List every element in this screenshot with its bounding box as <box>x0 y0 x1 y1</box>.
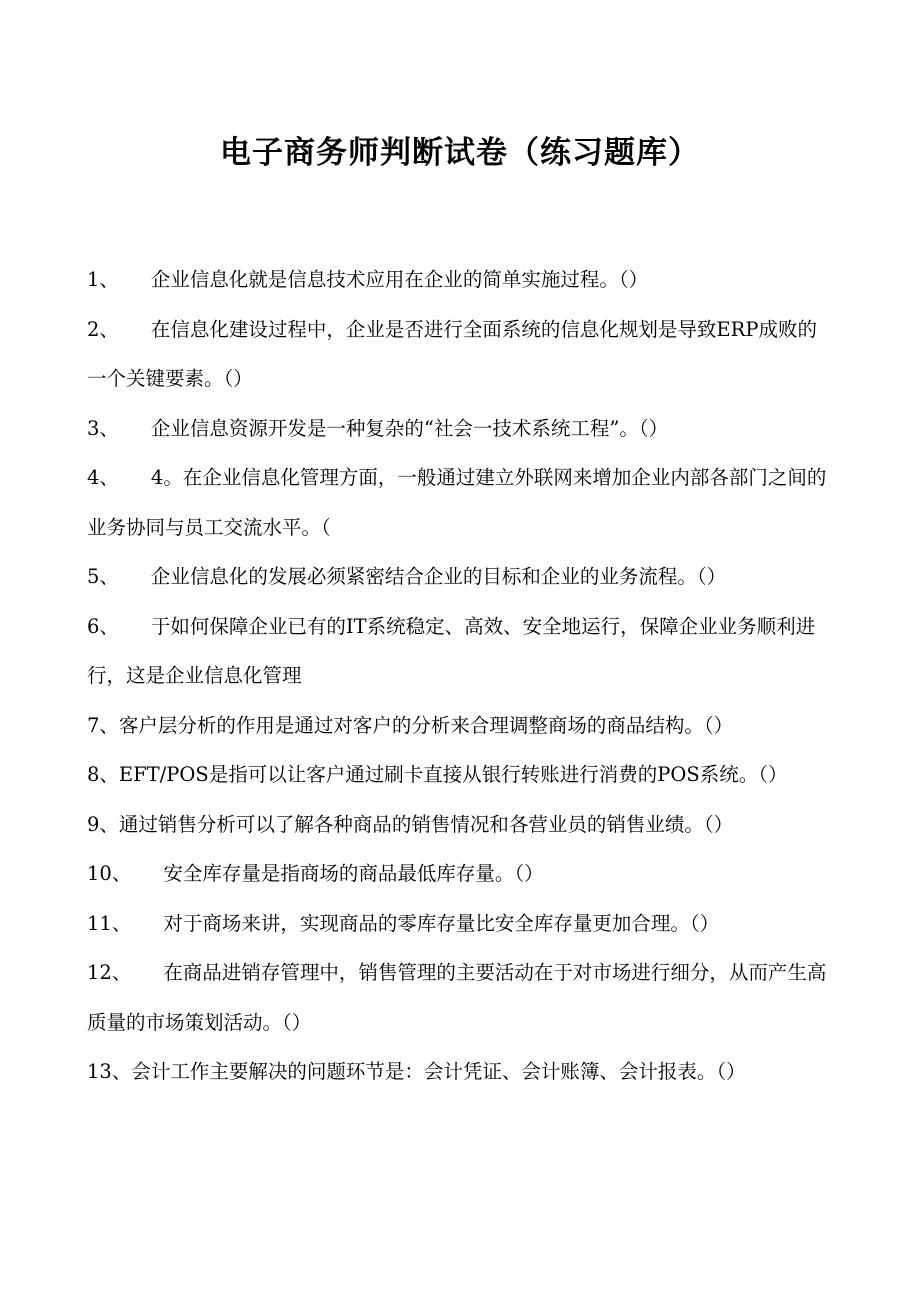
question-item <box>87 305 827 404</box>
page-title: 电子商务师判断试卷（练习题库） <box>220 135 700 171</box>
question-item <box>87 750 827 800</box>
question-item <box>87 948 827 1047</box>
question-number: 4、 <box>87 466 119 489</box>
question-item <box>87 453 827 552</box>
question-text: 企业信息化的发展必须紧密结合企业的目标和企业的业务流程。（） <box>150 565 727 588</box>
question-text: 通过销售分析可以了解各种商品的销售情况和各营业员的销售业绩。（） <box>118 812 734 836</box>
question-number: 13、 <box>87 1060 132 1083</box>
question-number: 5、 <box>87 565 119 588</box>
question-text: 对于商场来讲，实现商品的零库存量比安全库存量更加合理。（） <box>163 911 720 935</box>
question-item <box>87 1047 827 1097</box>
question-item <box>87 899 827 949</box>
question-item <box>87 255 827 305</box>
question-text: 4。在企业信息化管理方面，一般通过建立外联网来增加企业内部各部门之间的业务协同与员工交流水平。（ <box>87 466 827 539</box>
question-text: 在信息化建设过程中，企业是否进行全面系统的信息化规划是导致ERP成败的一个关键要素。（） <box>87 317 817 390</box>
question-number: 8、 <box>87 763 119 786</box>
question-text: EFT/POS是指可以让客户通过刷卡直接从银行转账进行消费的POS系统。（） <box>118 763 788 786</box>
question-text: 客户层分析的作用是通过对客户的分析来合理调整商场的商品结构。（） <box>118 713 734 737</box>
question-number: 2、 <box>87 317 119 341</box>
question-number: 3、 <box>87 416 119 440</box>
question-text: 安全库存量是指商场的商品最低库存量。（） <box>163 862 544 885</box>
question-number: 9、 <box>87 812 119 836</box>
question-text: 企业信息资源开发是一种复杂的“社会一技术系统工程”。（） <box>150 416 669 440</box>
question-item <box>87 404 827 454</box>
question-number: 6、 <box>87 614 119 638</box>
question-item <box>87 552 827 602</box>
question-item <box>87 701 827 751</box>
question-list <box>87 255 827 1097</box>
question-item <box>87 602 827 701</box>
question-item <box>87 800 827 850</box>
question-number: 1、 <box>87 268 119 291</box>
question-text: 在商品进销存管理中，销售管理的主要活动在于对市场进行细分，从而产生高质量的市场策划活动。（） <box>87 961 827 1034</box>
question-number: 10、 <box>87 862 132 885</box>
question-number: 7、 <box>87 713 119 737</box>
question-number: 11、 <box>87 911 132 935</box>
question-text: 企业信息化就是信息技术应用在企业的简单实施过程。（） <box>150 268 649 291</box>
question-text: 会计工作主要解决的问题环节是：会计凭证、会计账簿、会计报表。（） <box>131 1060 746 1083</box>
question-item <box>87 849 827 899</box>
question-text: 于如何保障企业已有的IT系统稳定、高效、安全地运行，保障企业业务顺利进行，这是企业信息化管理 <box>87 614 816 687</box>
question-number: 12、 <box>87 961 132 984</box>
